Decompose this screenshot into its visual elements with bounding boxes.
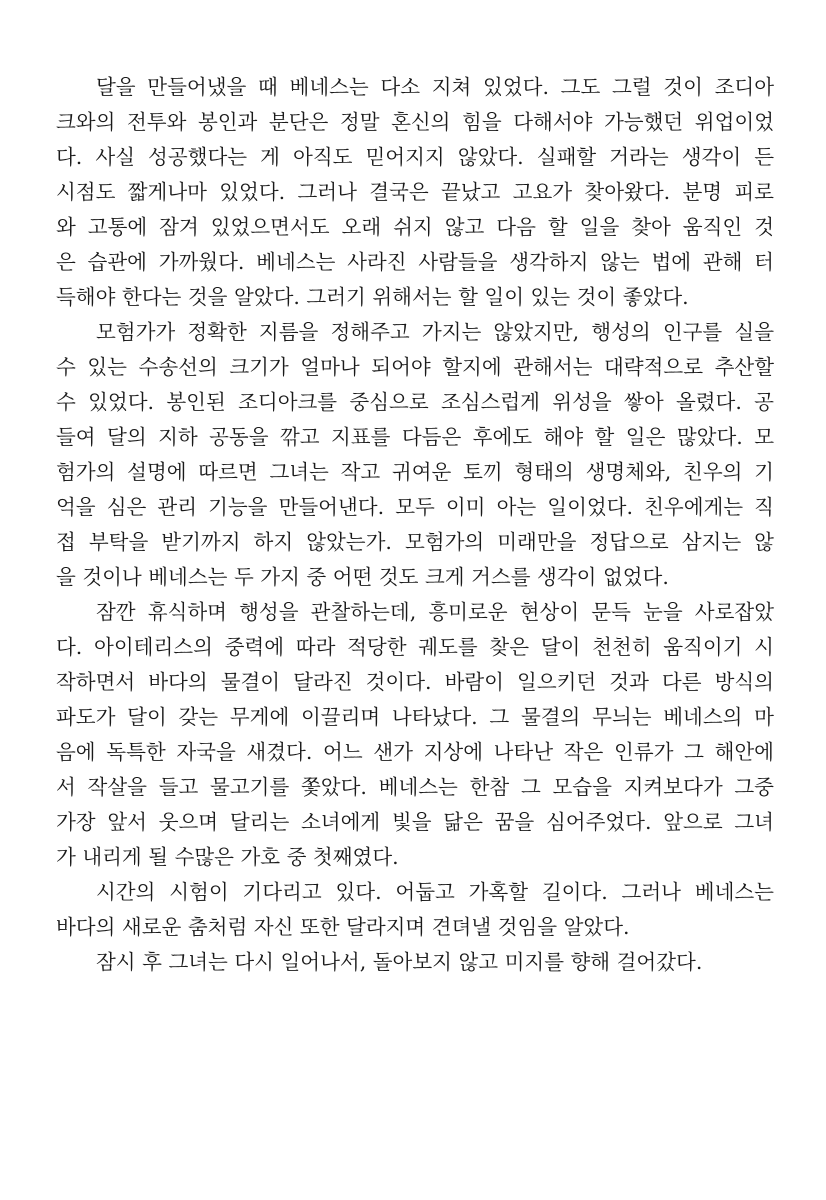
text-line: 잠깐 휴식하며 행성을 관찰하는데, 흥미로운 현상이 문득 눈을 사로잡았 (96, 600, 774, 624)
paragraph (56, 595, 774, 875)
text-line: 모험가가 정확한 지름을 정해주고 가지는 않았지만, 행성의 인구를 실을 (96, 320, 774, 344)
text-line: 수 있는 수송선의 크기가 얼마나 되어야 할지에 관해서는 대략적으로 추산할 (56, 355, 774, 379)
text-line: 크와의 전투와 봉인과 분단은 정말 혼신의 힘을 다해서야 가능했던 위업이었 (56, 110, 774, 134)
text-line: 잠시 후 그녀는 다시 일어나서, 돌아보지 않고 미지를 향해 걸어갔다. (96, 950, 703, 974)
text-line: 들여 달의 지하 공동을 깎고 지표를 다듬은 후에도 해야 할 일은 많았다. 모 (56, 425, 774, 449)
text-line: 수 있었다. 봉인된 조디아크를 중심으로 조심스럽게 위성을 쌓아 올렸다. 공 (56, 390, 774, 414)
paragraph (56, 875, 774, 945)
text-line: 을 것이나 베네스는 두 가지 중 어떤 것도 크게 거스를 생각이 없었다. (56, 565, 669, 589)
text-line: 득해야 한다는 것을 알았다. 그러기 위해서는 할 일이 있는 것이 좋았다. (56, 285, 689, 309)
text-line: 가장 앞서 웃으며 달리는 소녀에게 빛을 닮은 꿈을 심어주었다. 앞으로 그녀 (56, 810, 774, 834)
paragraph (56, 315, 774, 595)
text-line: 작하면서 바다의 물결이 달라진 것이다. 바람이 일으키던 것과 다른 방식의 (56, 670, 774, 694)
text-line: 다. 아이테리스의 중력에 따라 적당한 궤도를 찾은 달이 천천히 움직이기 시 (56, 635, 774, 659)
text-line: 접 부탁을 받기까지 하지 않았는가. 모험가의 미래만을 정답으로 삼지는 않 (56, 530, 774, 554)
text-line: 음에 독특한 자국을 새겼다. 어느 샌가 지상에 나타난 작은 인류가 그 해안에 (56, 740, 774, 764)
text-line: 시간의 시험이 기다리고 있다. 어둡고 가혹할 길이다. 그러나 베네스는 (96, 880, 774, 904)
text-line: 가 내리게 될 수많은 가호 중 첫째였다. (56, 845, 399, 869)
text-line: 시점도 짧게나마 있었다. 그러나 결국은 끝났고 고요가 찾아왔다. 분명 피로 (56, 180, 774, 204)
text-line: 서 작살을 들고 물고기를 쫓았다. 베네스는 한참 그 모습을 지켜보다가 그중 (56, 775, 774, 799)
text-line: 와 고통에 잠겨 있었으면서도 오래 쉬지 않고 다음 할 일을 찾아 움직인 것 (56, 215, 774, 239)
text-line: 험가의 설명에 따르면 그녀는 작고 귀여운 토끼 형태의 생명체와, 친우의 기 (56, 460, 774, 484)
paragraph (56, 70, 774, 315)
document-page (56, 70, 774, 980)
text-line: 은 습관에 가까웠다. 베네스는 사라진 사람들을 생각하지 않는 법에 관해 터 (56, 250, 774, 274)
text-line: 달을 만들어냈을 때 베네스는 다소 지쳐 있었다. 그도 그럴 것이 조디아 (96, 75, 774, 99)
text-line: 파도가 달이 갖는 무게에 이끌리며 나타났다. 그 물결의 무늬는 베네스의 마 (56, 705, 774, 729)
text-line: 바다의 새로운 춤처럼 자신 또한 달라지며 견뎌낼 것임을 알았다. (56, 915, 630, 939)
paragraph (56, 945, 774, 980)
text-line: 억을 심은 관리 기능을 만들어낸다. 모두 이미 아는 일이었다. 친우에게는 직 (56, 495, 774, 519)
text-line: 다. 사실 성공했다는 게 아직도 믿어지지 않았다. 실패할 거라는 생각이 든 (56, 145, 774, 169)
